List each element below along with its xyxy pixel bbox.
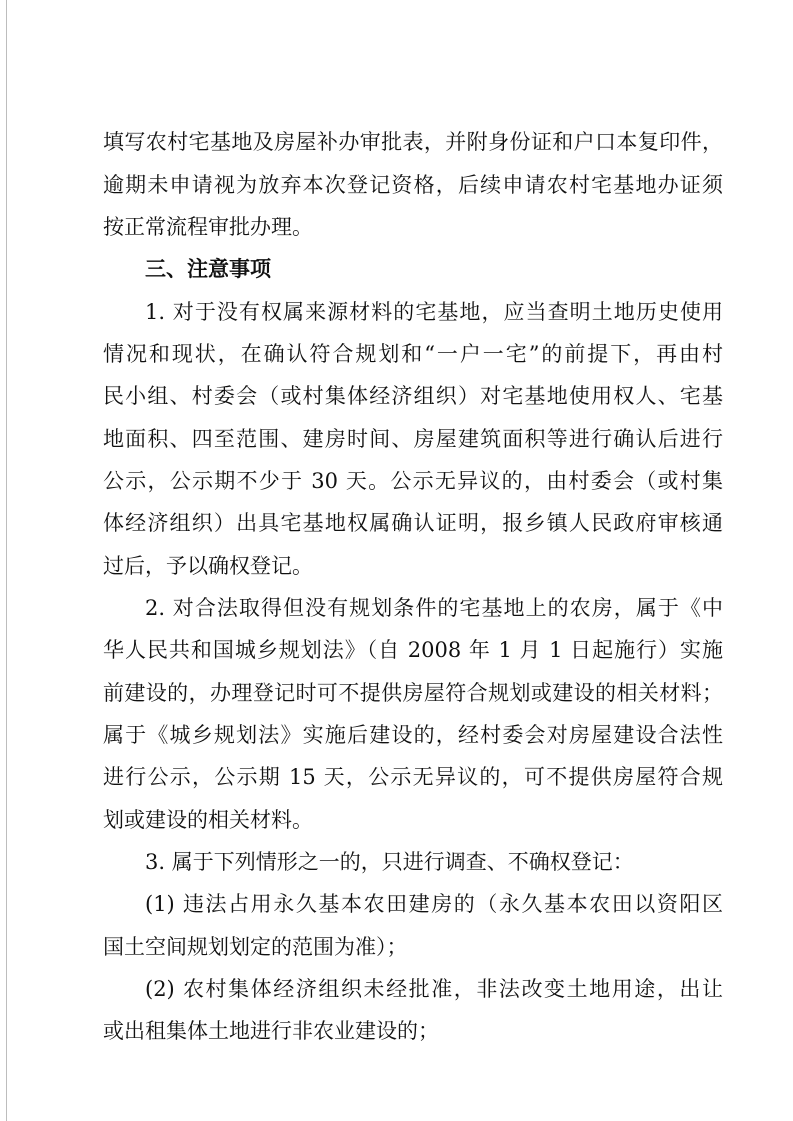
text-line: 情况和现状，在确认符合规划和“一户一宅”的前提下，再由村	[103, 342, 723, 366]
text-line: 体经济组织）出具宅基地权属确认证明，报乡镇人民政府审核通	[103, 511, 723, 535]
text-line: 按正常流程审批办理。	[103, 215, 313, 239]
text-line: (2) 农村集体经济组织未经批准，非法改变土地用途，出让	[145, 977, 723, 1001]
text-line: 国土空间规划划定的范围为准）；	[103, 935, 408, 959]
text-line: 前建设的，办理登记时可不提供房屋符合规划或建设的相关材料；	[103, 681, 723, 705]
text-line: 2. 对合法取得但没有规划条件的宅基地上的农房，属于《中	[145, 596, 723, 620]
text-line: 公示，公示期不少于 30 天。公示无异议的，由村委会（或村集	[103, 469, 723, 493]
text-line: 1. 对于没有权属来源材料的宅基地，应当查明土地历史使用	[145, 300, 723, 324]
text-line: 属于《城乡规划法》实施后建设的，经村委会对房屋建设合法性	[103, 723, 723, 747]
text-line: 3. 属于下列情形之一的，只进行调查、不确权登记：	[145, 850, 634, 874]
text-line: 或出租集体土地进行非农业建设的；	[103, 1019, 439, 1043]
text-line: 民小组、村委会（或村集体经济组织）对宅基地使用权人、宅基	[103, 384, 723, 408]
section-heading: 三、注意事项	[145, 257, 271, 281]
text-line: 过后，予以确权登记。	[103, 554, 313, 578]
text-line: 填写农村宅基地及房屋补办审批表，并附身份证和户口本复印件，	[103, 130, 723, 154]
text-line: 逾期未申请视为放弃本次登记资格，后续申请农村宅基地办证须	[103, 173, 723, 197]
text-line: 进行公示，公示期 15 天，公示无异议的，可不提供房屋符合规	[103, 765, 723, 789]
text-line: 划或建设的相关材料。	[103, 808, 313, 832]
text-line: 华人民共和国城乡规划法》（自 2008 年 1 月 1 日起施行）实施	[103, 638, 723, 662]
text-line: (1) 违法占用永久基本农田建房的（永久基本农田以资阳区	[145, 892, 723, 916]
text-line: 地面积、四至范围、建房时间、房屋建筑面积等进行确认后进行	[103, 427, 723, 451]
